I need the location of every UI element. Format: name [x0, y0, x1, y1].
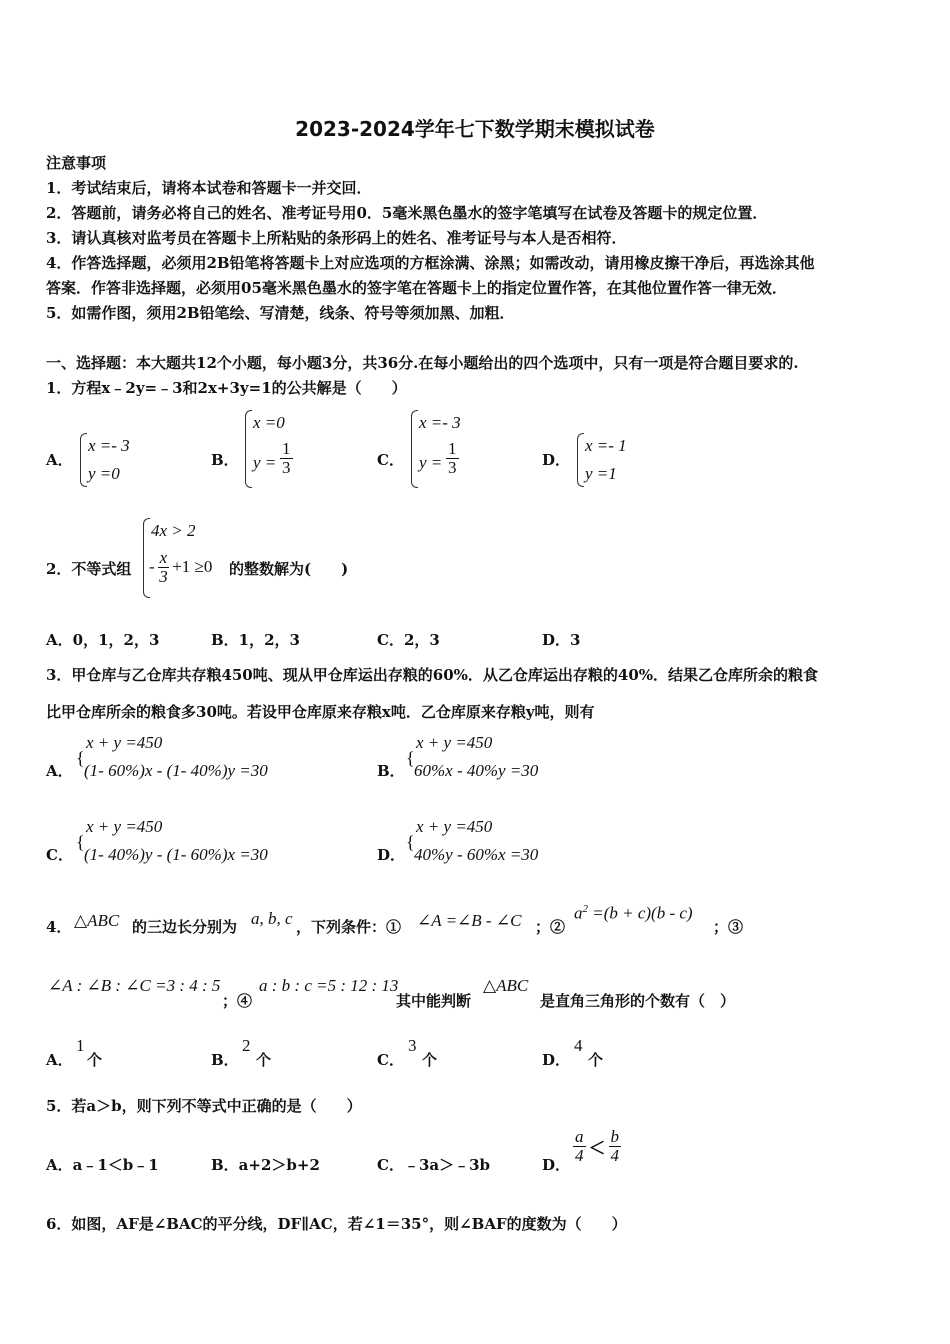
q4-condition-3: ∠A : ∠B : ∠C =3 : 4 : 5	[48, 976, 221, 995]
q3-option-c-label: C．	[46, 846, 73, 864]
q2-option-d: D．3	[542, 631, 581, 649]
notice-item: 4．作答选择题，必须用2B铅笔将答题卡上对应选项的方框涂满、涂黑；如需改动，请用橡皮擦干净后，再选涂其他	[46, 254, 815, 272]
q4-option-c-value: 3	[408, 1036, 417, 1055]
frac-num: 1	[448, 439, 457, 458]
q4-option-b-unit: 个	[256, 1051, 272, 1069]
q3-option-b-eq2: 60%x - 40%y =30	[414, 761, 539, 780]
q2-ineq2-minus: -	[149, 557, 155, 577]
q2-ineq2	[149, 549, 212, 586]
q4-text4: ；③	[713, 918, 744, 936]
q2-option-c: C．2，3	[377, 631, 440, 649]
q4-c2-rest: =(b + c)(b - c)	[592, 903, 693, 923]
q1-option-b-brace	[245, 410, 252, 488]
q4-sides: a, b, c	[251, 909, 293, 928]
q1-option-a-brace	[80, 433, 87, 487]
q4-option-a-label: A．	[46, 1051, 73, 1069]
question-3-line1: 3．甲仓库与乙仓库共存粮450吨、现从甲仓库运出存粮的60%．从乙仓库运出存粮的40%．结果乙仓库所余的粮食	[46, 666, 819, 684]
page-title: 2023-2024学年七下数学期末模拟试卷	[295, 117, 655, 141]
question-5-stem: 5．若a＞b，则下列不等式中正确的是（ ）	[46, 1097, 362, 1115]
question-3-line2: 比甲仓库所余的粮食多30吨。若设甲仓库原来存粮x吨．乙仓库原来存粮y吨，则有	[46, 703, 595, 721]
q4-option-c-unit: 个	[422, 1051, 438, 1069]
q4-text1: 的三边长分别为	[132, 918, 238, 936]
q3-option-a-brace: {	[76, 748, 85, 768]
q5-option-d-expr	[573, 1128, 621, 1165]
notice-item: 5．如需作图，须用2B铅笔绘、写清楚，线条、符号等须加黑、加粗．	[46, 304, 515, 322]
q3-option-b-label: B．	[377, 762, 405, 780]
q1-option-c-brace	[411, 410, 418, 488]
q1-option-c-eq1: x =- 3	[419, 413, 461, 432]
q4-option-d-label: D．	[542, 1051, 571, 1069]
section-heading: 一、选择题：本大题共12个小题，每小题3分，共36分.在每小题给出的四个选项中，只有一项是符合题目要求的.	[46, 354, 799, 372]
frac-den: 3	[448, 457, 457, 477]
q1-option-c-frac	[446, 440, 459, 477]
q4-text2: ，下列条件：①	[296, 918, 402, 936]
q1-option-d-eq2: y =1	[585, 464, 617, 483]
q3-option-c-eq2: (1- 40%)y - (1- 60%)x =30	[84, 845, 268, 864]
q3-option-c-eq1: x + y =450	[86, 817, 163, 836]
q4-text7: 是直角三角形的个数有（ ）	[540, 992, 736, 1010]
q3-option-b-eq1: x + y =450	[416, 733, 493, 752]
q3-option-d-label: D．	[377, 846, 406, 864]
q1-option-a-eq1: x =- 3	[88, 436, 130, 455]
q1-option-d-label: D．	[542, 451, 571, 469]
q4-option-c-label: C．	[377, 1051, 404, 1069]
q4-option-b-value: 2	[242, 1036, 251, 1055]
q2-option-b: B．1，2，3	[211, 631, 300, 649]
q5-option-d-label: D．	[542, 1156, 571, 1174]
frac-den: 4	[575, 1145, 584, 1165]
q2-ineq2-rest: +1 ≥0	[172, 557, 213, 577]
q1-option-d-brace	[577, 433, 584, 487]
q4-option-a-value: 1	[76, 1036, 85, 1055]
q3-option-a-label: A．	[46, 762, 73, 780]
q4-text6: 其中能判断	[396, 992, 472, 1010]
q1-option-c-label: C．	[377, 451, 404, 469]
q1-option-d-eq1: x =- 1	[585, 436, 627, 455]
notice-item: 3．请认真核对监考员在答题卡上所粘贴的条形码上的姓名、准考证号与本人是否相符．	[46, 229, 627, 247]
q4-condition-1: ∠A =∠B - ∠C	[417, 911, 522, 930]
frac-num: b	[610, 1127, 619, 1146]
q1-option-b-label: B．	[211, 451, 239, 469]
q1-option-a-eq2: y =0	[88, 464, 120, 483]
q4-text5: ；④	[222, 992, 253, 1010]
question-6-stem: 6．如图，AF是∠BAC的平分线，DF∥AC，若∠1＝35°，则∠BAF的度数为（ ）	[46, 1215, 627, 1233]
q3-option-b-brace: {	[406, 748, 415, 768]
q4-option-b-label: B．	[211, 1051, 239, 1069]
q5-option-b: B．a+2＞b+2	[211, 1156, 320, 1174]
q5-option-a: A．a﹣1＜b﹣1	[46, 1156, 159, 1174]
frac-den: 3	[159, 566, 168, 586]
q4-c2-base: a	[574, 903, 583, 923]
question-2-lead: 2．不等式组	[46, 560, 132, 578]
notice-item: 2．答题前，请务必将自己的姓名、准考证号用0．5毫米黑色墨水的签字笔填写在试卷及答题卡的规定位置．	[46, 204, 768, 222]
q4-text3: ；②	[535, 918, 566, 936]
q1-option-b-eq1: x =0	[253, 413, 285, 432]
q4-number: 4．	[46, 918, 72, 936]
notice-item: 答案．作答非选择题，必须用05毫米黑色墨水的签字笔在答题卡上的指定位置作答，在其他位置作答一律无效．	[46, 279, 787, 297]
q2-ineq1: 4x > 2	[151, 521, 196, 540]
q3-option-a-eq1: x + y =450	[86, 733, 163, 752]
frac-num: x	[159, 548, 168, 567]
q1-option-a-label: A．	[46, 451, 73, 469]
frac-num: a	[575, 1127, 584, 1146]
question-2-tail: 的整数解为( )	[229, 560, 349, 578]
q4-option-a-unit: 个	[87, 1051, 103, 1069]
q4-triangle: △ABC	[74, 911, 120, 930]
q3-option-d-eq2: 40%y - 60%x =30	[414, 845, 539, 864]
q4-option-d-value: 4	[574, 1036, 583, 1055]
q3-option-d-brace: {	[406, 832, 415, 852]
question-1-stem: 1．方程x﹣2y=﹣3和2x+3y=1的公共解是（ ）	[46, 379, 407, 397]
q4-condition-2	[574, 903, 693, 924]
q1-option-c-eq2: y =	[419, 453, 443, 472]
q5-option-c: C．﹣3a＞﹣3b	[377, 1156, 491, 1174]
q3-option-c-brace: {	[76, 832, 85, 852]
q4-triangle-2: △ABC	[483, 976, 529, 995]
q4-condition-4: a : b : c =5 : 12 : 13	[259, 976, 399, 995]
frac-num: 1	[282, 439, 291, 458]
frac-den: 3	[282, 457, 291, 477]
q4-c2-exp: 2	[582, 903, 588, 915]
q3-option-d-eq1: x + y =450	[416, 817, 493, 836]
notice-item: 1．考试结束后，请将本试卷和答题卡一并交回．	[46, 179, 372, 197]
q1-option-b-frac	[280, 440, 293, 477]
q4-option-d-unit: 个	[588, 1051, 604, 1069]
q2-option-a: A．0，1，2，3	[46, 631, 160, 649]
q1-option-b-eq2: y =	[253, 453, 277, 472]
q5-d-relation: ＜	[588, 1138, 606, 1158]
q3-option-a-eq2: (1- 60%)x - (1- 40%)y =30	[84, 761, 268, 780]
notice-heading: 注意事项	[46, 154, 107, 172]
frac-den: 4	[610, 1145, 619, 1165]
